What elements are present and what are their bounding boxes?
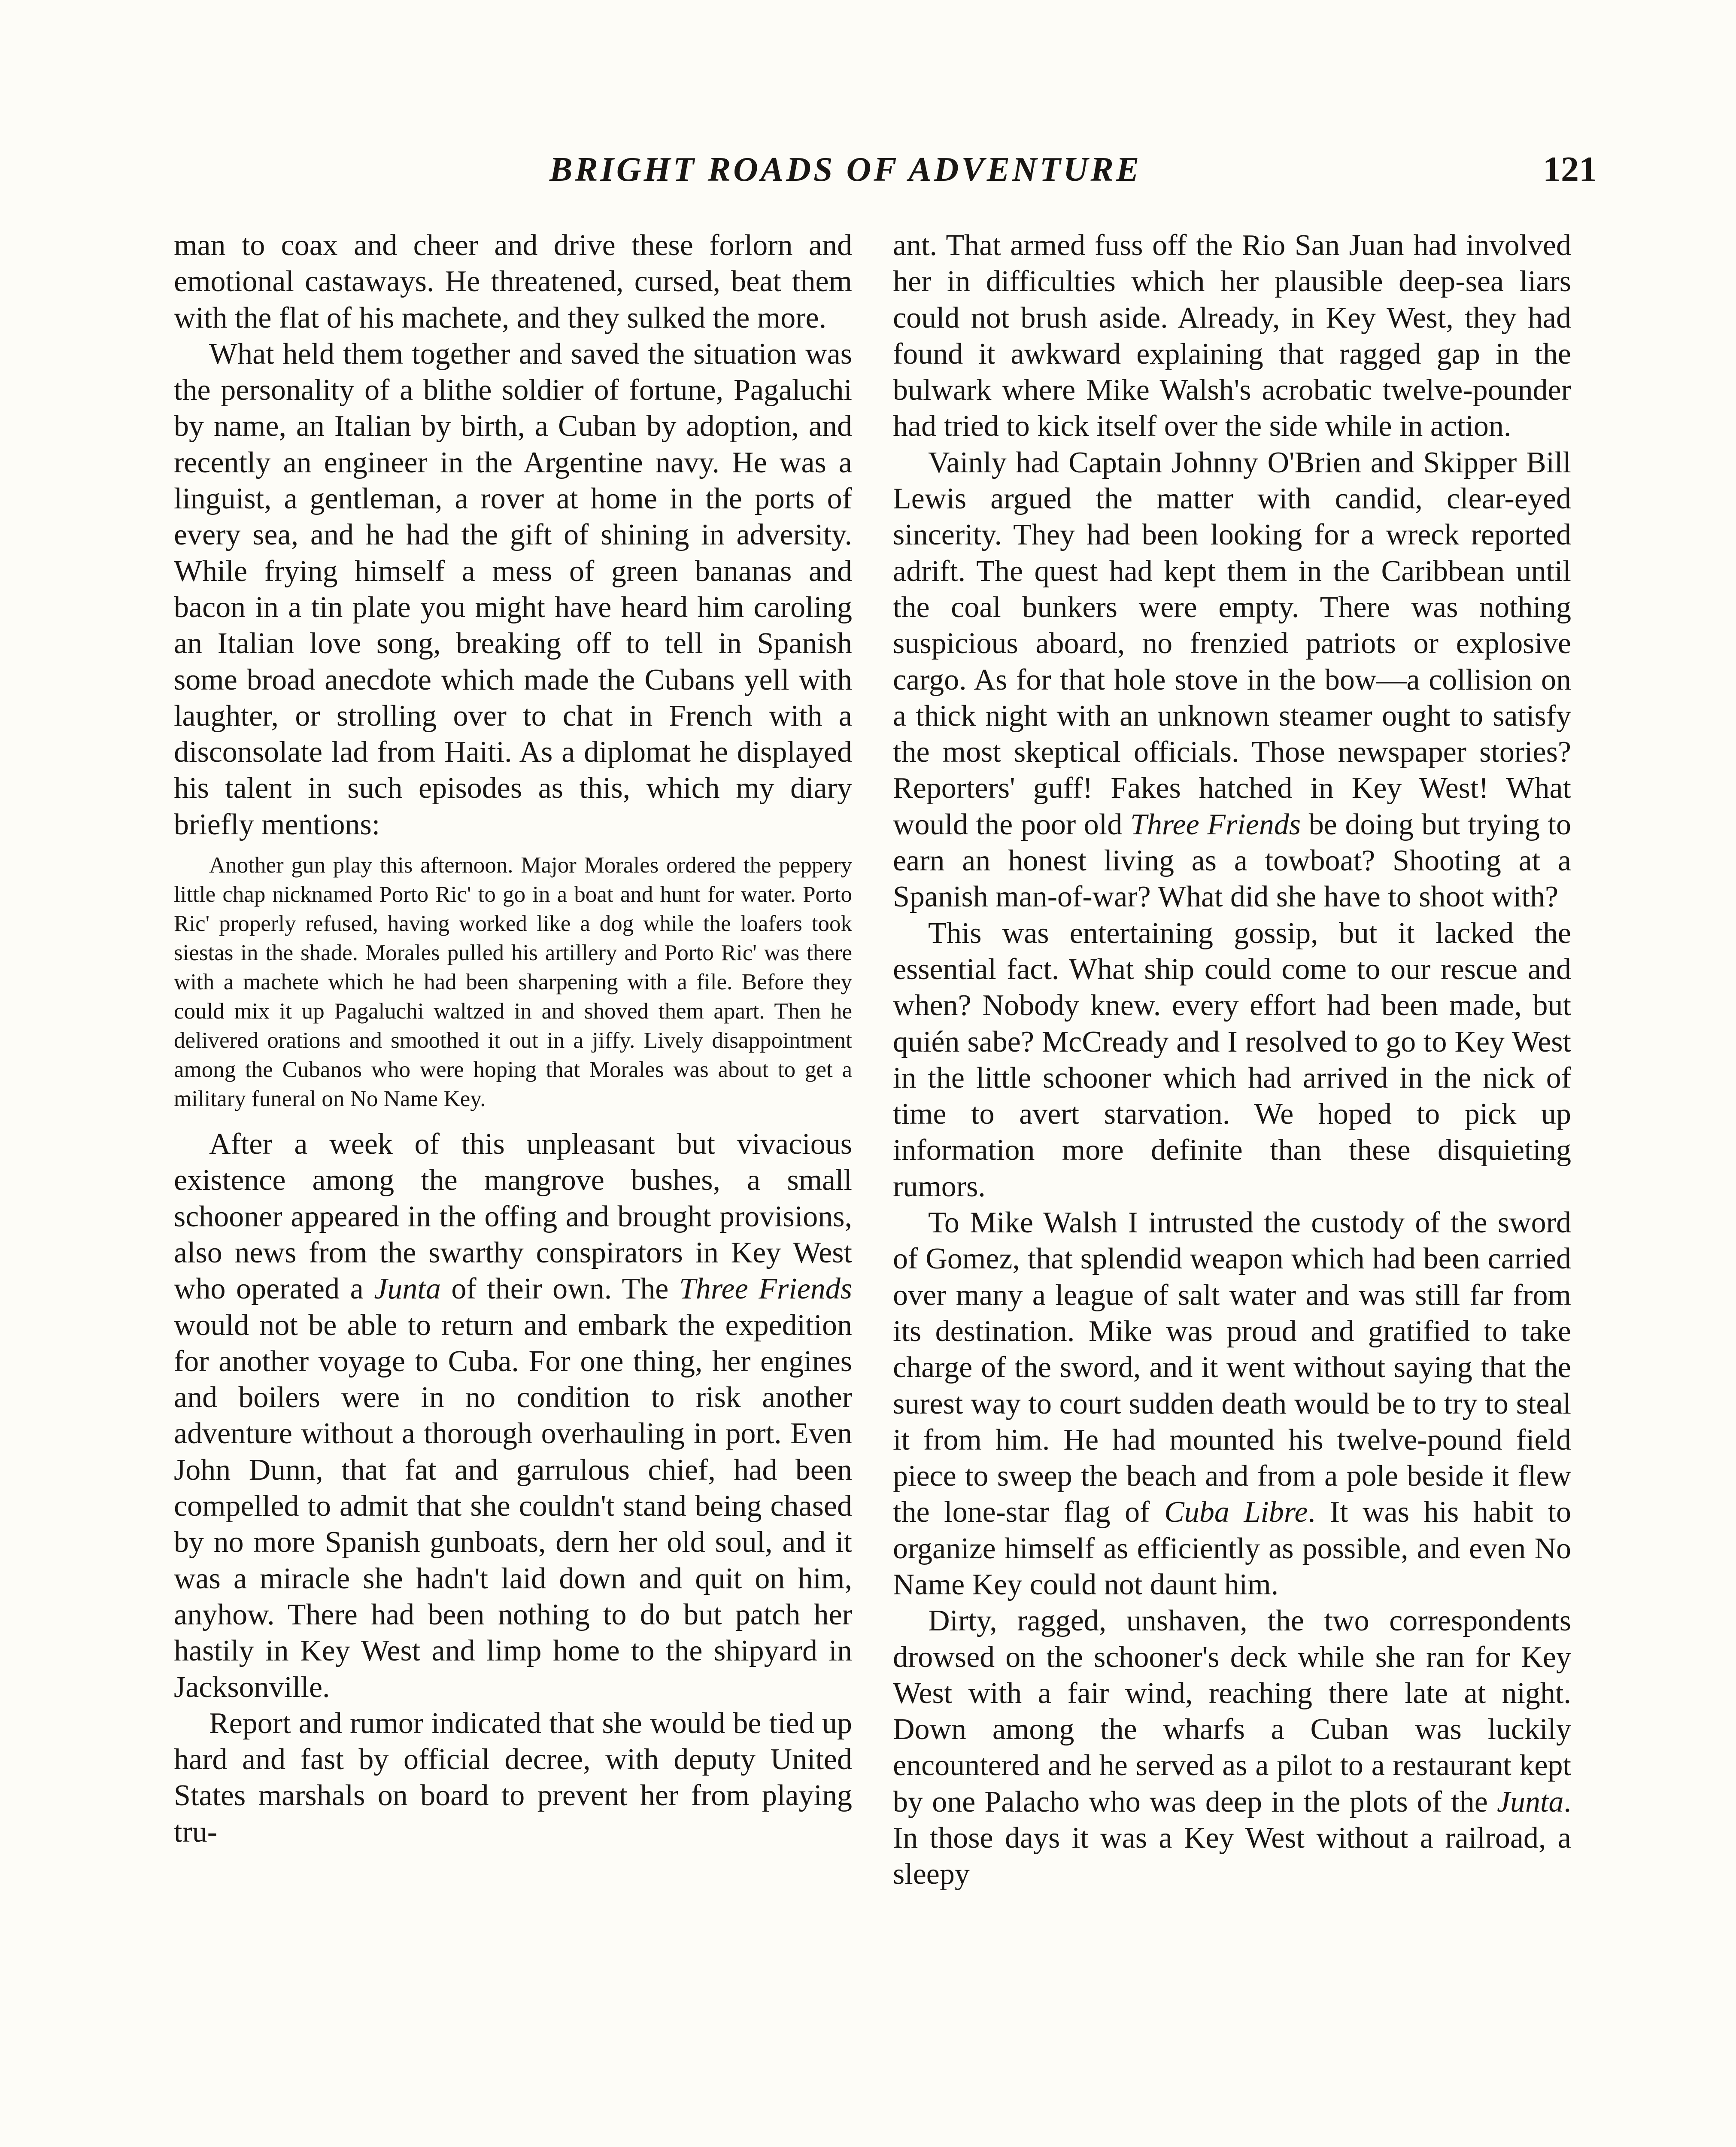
paragraph: ant. That armed fuss off the Rio San Juan had involved her in difficulties which her plausible deep-sea liars could not brush aside. Already, in Key West, they had found it awkward explaining that ragged gap in the bulwark where Mike Walsh's acrobatic twelve-pounder had tried to kick itself over the side while in action. xyxy=(893,229,1571,443)
text-run: . In those days it was a Key West without a railroad, a sleepy xyxy=(893,1785,1571,1891)
italic-term: Cuba Libre xyxy=(1164,1496,1308,1529)
paragraph xyxy=(893,445,1571,915)
text-run: To Mike Walsh I intrusted the custody of the sword of Gomez, that splendid weapon which had been carried over many a league of salt water and was still far from its destination. Mike was proud and gratified to take charge of the sword, and it went without saying that the surest way to court sudden death would be to try to steal it from him. He had mounted his twelve-pound field piece to sweep the beach and from a pole beside it flew the lone-star flag of xyxy=(893,1206,1571,1529)
text-run: be doing but trying to earn an honest living as a towboat? Shooting at a Spanish man-of-war? What did she have to shoot with? xyxy=(893,808,1571,914)
text-run: After a week of this unpleasant but vivacious existence among the mangrove bushes, a small schooner appeared in the offing and brought provisions, also news from the swarthy conspirators in Key West who operated a xyxy=(174,1128,852,1306)
text-run: Vainly had Captain Johnny O'Brien and Skipper Bill Lewis argued the matter with candid, clear-eyed sincerity. They had been looking for a wreck reported adrift. The quest had kept them in the Caribbean until the coal bunkers were empty. There was nothing suspicious aboard, no frenzied patriots or explosive cargo. As for that hole stove in the bow—a collision on a thick night with an unknown steamer ought to satisfy the most skeptical officials. Those newspaper stories? Reporters' guff! Fakes hatched in Key West! What would the poor old xyxy=(893,446,1571,841)
paragraph xyxy=(174,1126,852,1706)
page-number: 121 xyxy=(1543,149,1597,189)
italic-term: Junta xyxy=(374,1272,441,1306)
paragraph: This was entertaining gossip, but it lacked the essential fact. What ship could come to our rescue and when? Nobody knew. every effort had been made, but quién sabe? McCready and I resolved to go to Key West in the little schooner which had arrived in the nick of time to avert starvation. We hoped to pick up information more definite than these disquieting rumors. xyxy=(893,916,1571,1203)
paragraph: What held them together and saved the situation was the personality of a blithe soldier of fortune, Pagaluchi by name, an Italian by birth, a Cuban by adoption, and recently an engineer in the Argentine navy. He was a linguist, a gentleman, a rover at home in the ports of every sea, and he had the gift of shining in adversity. While frying himself a mess of green bananas and bacon in a tin plate you might have heard him caroling an Italian love song, breaking off to tell in Spanish some broad anecdote which made the Cubans yell with laughter, or strolling over to chat in French with a disconsolate lad from Haiti. As a diplomat he displayed his talent in such episodes as this, which my diary briefly mentions: xyxy=(174,337,852,841)
text-run: Dirty, ragged, unshaven, the two correspondents drowsed on the schooner's deck while she ran for Key West with a fair wind, reaching there late at night. Down among the wharfs a Cuban was luckily encountered and he served as a pilot to a restaurant kept by one Palacho who was deep in the plots of the xyxy=(893,1604,1571,1819)
paragraph xyxy=(893,1205,1571,1603)
running-title: BRIGHT ROADS OF ADVENTURE xyxy=(549,151,1142,189)
paragraph: man to coax and cheer and drive these forlorn and emotional castaways. He threatened, cursed, beat them with the flat of his machete, and they sulked the more. xyxy=(174,229,852,335)
italic-term: Junta xyxy=(1496,1785,1564,1819)
right-column xyxy=(893,228,1571,1893)
diary-excerpt: Another gun play this afternoon. Major Morales ordered the peppery little chap nicknamed Porto Ric' to go in a boat and hunt for water. Porto Ric' properly refused, having worked like a dog while the loafers took siestas in the shade. Morales pulled his artillery and Porto Ric' was there with a machete which he had been sharpening with a file. Before they could mix it up Pagaluchi waltzed in and shoved them apart. Then he delivered orations and smoothed it out in a jiffy. Lively disappointment among the Cubanos who were hoping that Morales was about to get a military funeral on No Name Key. xyxy=(174,853,852,1112)
ship-name: Three Friends xyxy=(1130,808,1301,841)
text-run: . It was his habit to organize himself as efficiently as possible, and even No Name Key could not daunt him. xyxy=(893,1496,1571,1601)
paragraph: Report and rumor indicated that she would be tied up hard and fast by official decree, with deputy United States marshals on board to prevent her from playing tru- xyxy=(174,1706,852,1849)
paragraph xyxy=(893,1603,1571,1892)
text-run: would not be able to return and embark the expedition for another voyage to Cuba. For one thing, her engines and boilers were in no condition to risk another adventure without a thorough overhauling in port. Even John Dunn, that fat and garrulous chief, had been compelled to admit that she couldn't stand being chased by no more Spanish gunboats, dern her old soul, and it was a miracle she hadn't laid down and quit on him, anyhow. There had been nothing to do but patch her hastily in Key West and limp home to the shipyard in Jacksonville. xyxy=(174,1308,852,1704)
text-run: of their own. The xyxy=(440,1272,679,1306)
left-column xyxy=(174,228,852,1850)
page-header xyxy=(549,146,1597,202)
ship-name: Three Friends xyxy=(679,1272,853,1306)
